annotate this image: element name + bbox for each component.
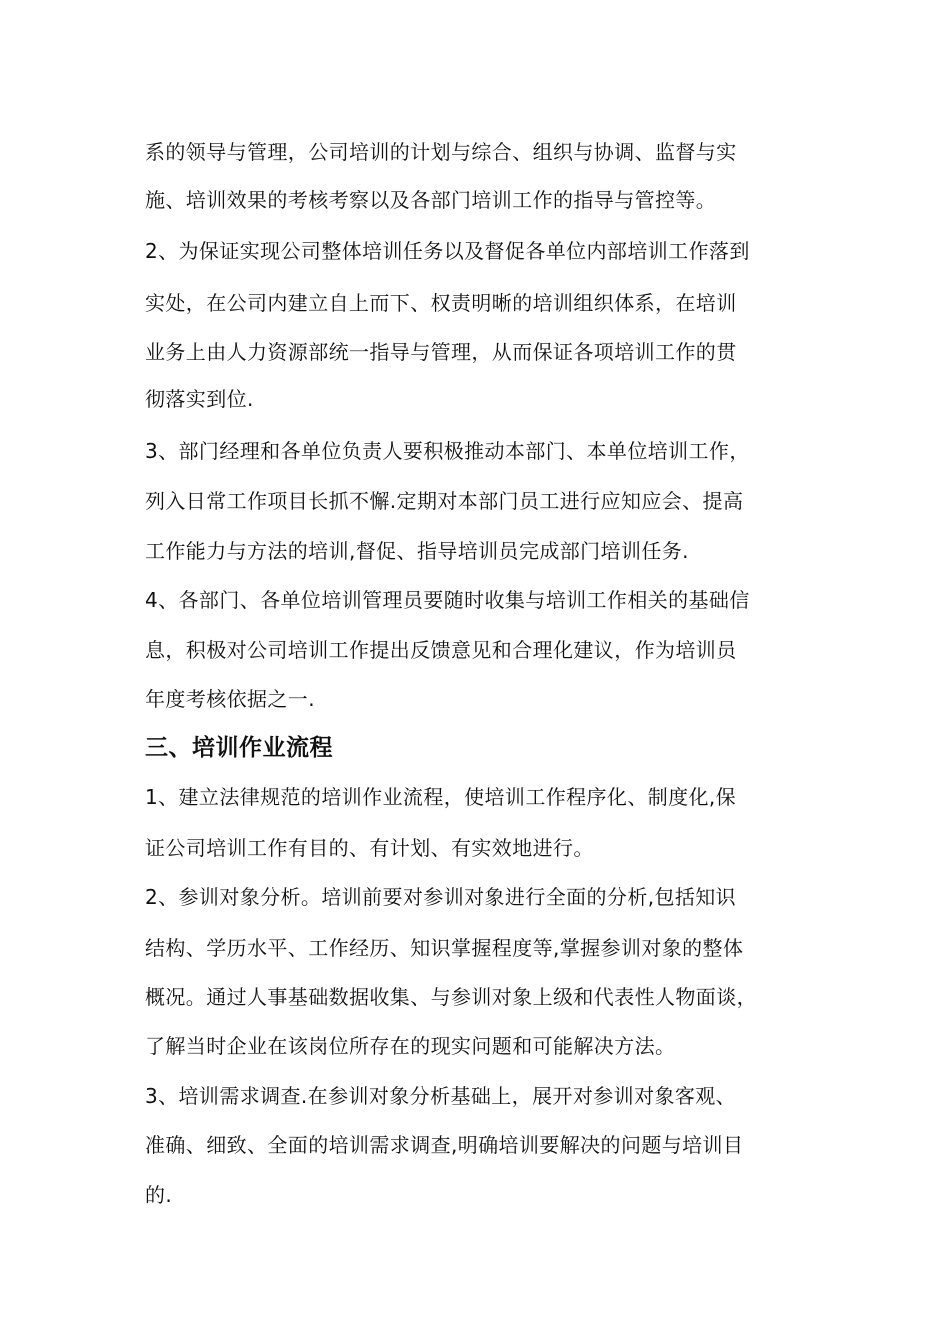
text-line: 概况。通过人事基础数据收集、与参训对象上级和代表性人物面谈， (145, 985, 757, 1009)
text-line: 了解当时企业在该岗位所存在的现实问题和可能解决方法。 (145, 1034, 676, 1058)
text-line: 2、参训对象分析。培训前要对参训对象进行全面的分析,包括知识 (145, 885, 737, 909)
text-line: 施、培训效果的考核考察以及各部门培训工作的指导与管控等。 (145, 188, 717, 212)
text-line: 实处，在公司内建立自上而下、权责明晰的培训组织体系，在培训 (145, 291, 737, 315)
section-heading: 三、培训作业流程 (145, 735, 333, 761)
text-line: 1、建立法律规范的培训作业流程，使培训工作程序化、制度化,保 (145, 785, 737, 809)
text-line: 年度考核依据之一. (145, 687, 315, 711)
text-line: 证公司培训工作有目的、有计划、有实效地进行。 (145, 836, 594, 860)
text-line: 准确、细致、全面的培训需求调查,明确培训要解决的问题与培训目 (145, 1133, 744, 1157)
text-line: 列入日常工作项目长抓不懈.定期对本部门员工进行应知应会、提高 (145, 489, 744, 513)
text-line: 的. (145, 1183, 173, 1207)
text-line: 3、部门经理和各单位负责人要积极推动本部门、本单位培训工作， (145, 439, 750, 463)
text-line: 业务上由人力资源部统一指导与管理，从而保证各项培训工作的贯 (145, 340, 737, 364)
text-line: 息，积极对公司培训工作提出反馈意见和合理化建议，作为培训员 (145, 638, 737, 662)
text-line: 4、各部门、各单位培训管理员要随时收集与培训工作相关的基础信 (145, 588, 750, 612)
text-line: 彻落实到位. (145, 387, 254, 411)
text-line: 3、培训需求调查.在参训对象分析基础上，展开对参训对象客观、 (145, 1084, 737, 1108)
text-line: 工作能力与方法的培训,督促、指导培训员完成部门培训任务. (145, 539, 689, 563)
text-line: 系的领导与管理，公司培训的计划与综合、组织与协调、监督与实 (145, 140, 737, 164)
text-line: 结构、学历水平、工作经历、知识掌握程度等,掌握参训对象的整体 (145, 936, 744, 960)
text-line: 2、为保证实现公司整体培训任务以及督促各单位内部培训工作落到 (145, 239, 750, 263)
